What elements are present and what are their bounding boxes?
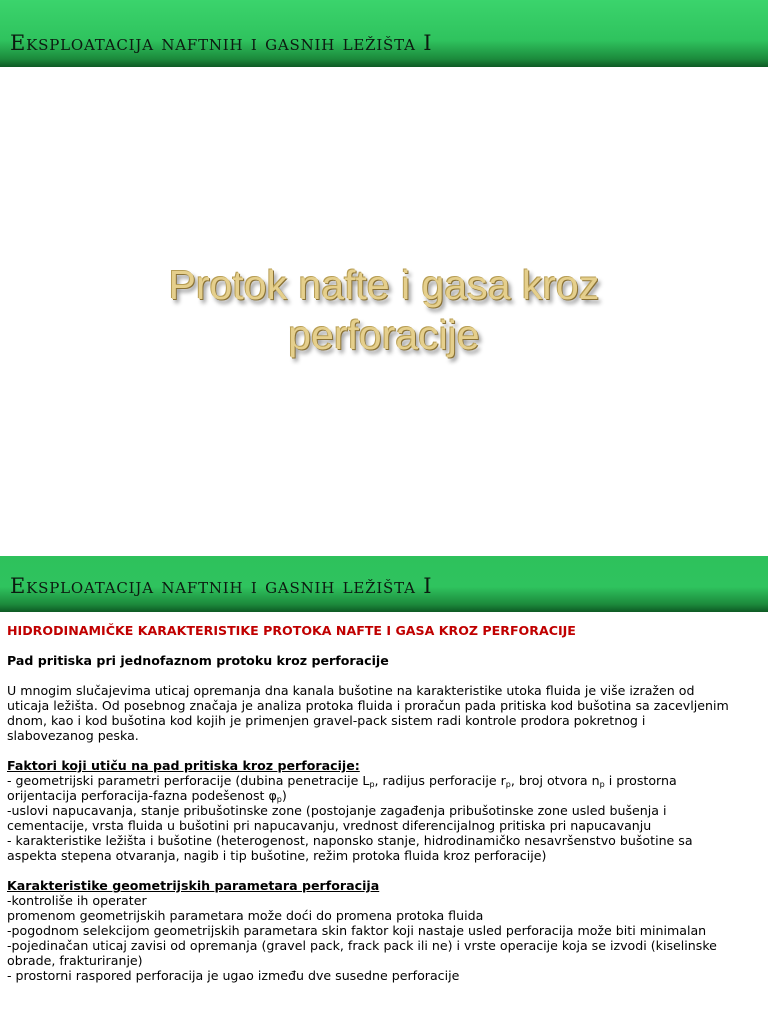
geometry-line: - prostorni raspored perforacija je ugao između dve susedne perforacije [7, 968, 460, 983]
factor-text: i prostorna [604, 773, 677, 788]
slide-header [0, 556, 768, 612]
content-slide [0, 556, 768, 1004]
slide-title-line-1: Protok nafte i gasa kroz [168, 262, 600, 308]
factor-text: orijentacija perforacija-fazna podešenost φ [7, 788, 277, 803]
slide-title [0, 260, 768, 360]
geometry-block [7, 878, 758, 983]
factors-heading: Faktori koji utiču na pad pritiska kroz perforacije: [7, 758, 360, 773]
subscript: p [599, 780, 605, 789]
slide-body [0, 67, 768, 556]
geometry-line: -kontroliše ih operater [7, 893, 147, 908]
factor-line: -uslovi napucavanja, stanje pribušotinske zone (postojanje zagađenja pribušotinske zone usled bušenja i [7, 803, 667, 818]
factor-line: aspekta stepena otvaranja, nagib i tip bušotine, režim protoka fluida kroz perforacije) [7, 848, 547, 863]
section-heading: HIDRODINAMIČKE KARAKTERISTIKE PROTOKA NAFTE I GASA KROZ PERFORACIJE [7, 623, 576, 638]
slide-content [0, 612, 768, 983]
factor-line: - karakteristike ležišta i bušotine (heterogenost, naponsko stanje, hidrodinamičko nesavršenstvo bušotine sa [7, 833, 693, 848]
slide-header [0, 0, 768, 67]
factor-text: , radijus perforacije r [374, 773, 506, 788]
subscript: p [369, 780, 375, 789]
geometry-line: obrade, frakturiranje) [7, 953, 143, 968]
geometry-line: -pogodnom selekcijom geometrijskih parametara skin faktor koji nastaje usled perforacija može biti minimalan [7, 923, 707, 938]
intro-line: slabovezanog peska. [7, 728, 139, 743]
slide-title-line-2: perforacije [288, 312, 480, 358]
intro-paragraph [7, 683, 758, 743]
subheading: Pad pritiska pri jednofaznom protoku kroz perforacije [7, 653, 389, 668]
factor-line: cementacije, vrsta fluida u bušotini pri napucavanju, vrednost diferencijalnog pritiska pri napucavanju [7, 818, 652, 833]
factor-line [7, 773, 758, 788]
intro-line: U mnogim slučajevima uticaj opremanja dna kanala bušotine na karakteristike utoka fluida je više izražen od [7, 683, 695, 698]
geometry-line: promenom geometrijskih parametara može doći do promena protoka fluida [7, 908, 484, 923]
geometry-heading: Karakteristike geometrijskih parametara perforacija [7, 878, 380, 893]
factor-text: , broj otvora n [510, 773, 600, 788]
subscript: p [276, 795, 282, 804]
course-title: Eksploatacija naftnih i gasnih ležišta I [10, 31, 433, 55]
course-title: Eksploatacija naftnih i gasnih ležišta I [10, 574, 433, 598]
geometry-line: -pojedinačan uticaj zavisi od opremanja (gravel pack, frack pack ili ne) i vrste operacije koja se izvodi (kiselinske [7, 938, 717, 953]
intro-line: dnom, kao i kod bušotina kod kojih je primenjen gravel-pack sistem radi kontrole prodora pokretnog i [7, 713, 646, 728]
factors-block [7, 758, 758, 863]
factor-text: - geometrijski parametri perforacije (dubina penetracije L [7, 773, 370, 788]
subscript: p [505, 780, 511, 789]
intro-line: uticaja ležišta. Od posebnog značaja je analiza protoka fluida i proračun pada pritiska kod bušotina sa zacevljenim [7, 698, 729, 713]
factor-line [7, 788, 758, 803]
factor-text: ) [281, 788, 287, 803]
